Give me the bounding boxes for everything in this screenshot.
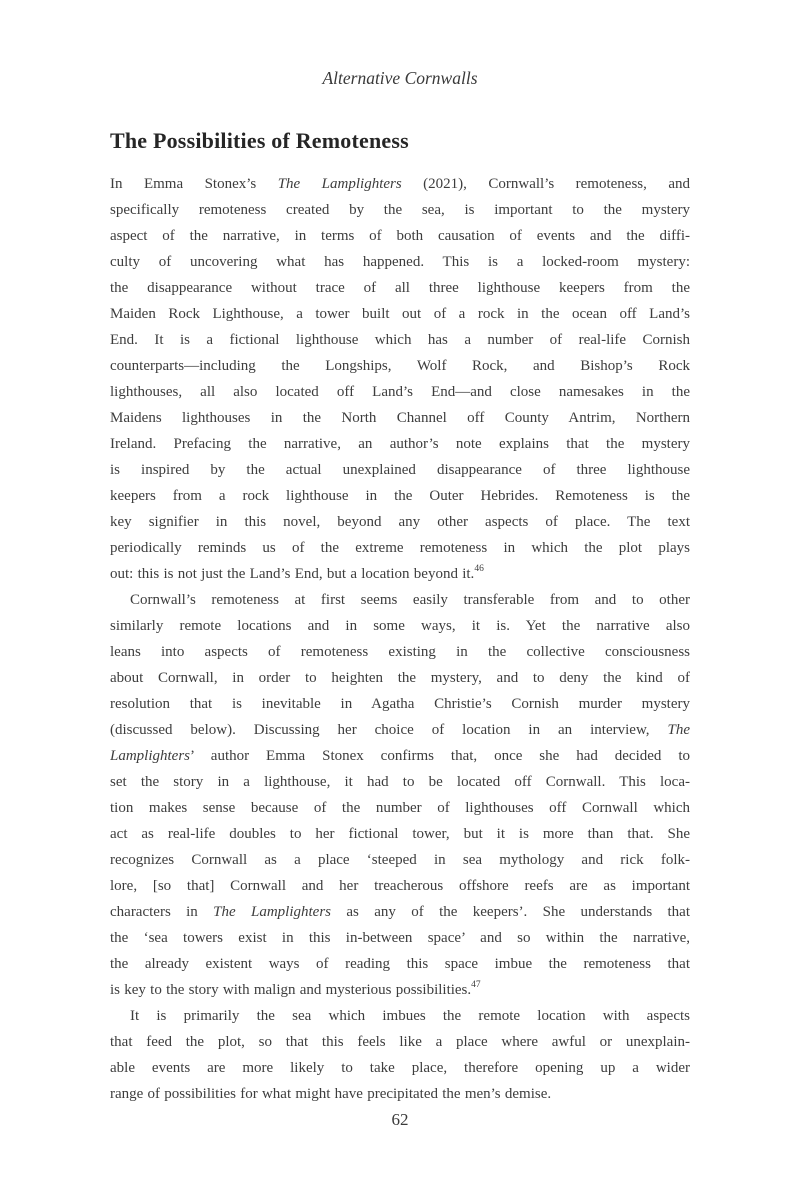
- text-segment: lighthouses, all also located off Land’s End—and close namesakes in the: [110, 384, 690, 400]
- text-segment: ’ author Emma Stonex confirms that, once she had decided to: [190, 748, 690, 764]
- text-segment: aspect of the narrative, in terms of both causation of events and the diffi-: [110, 228, 690, 244]
- paragraph: [110, 1003, 690, 1107]
- text-line: [110, 535, 690, 561]
- text-segment: The Lamplighters: [277, 176, 402, 192]
- text-line: [110, 873, 690, 899]
- text-segment: key signifier in this novel, beyond any other aspects of place. The text: [110, 514, 690, 530]
- text-line: [110, 275, 690, 301]
- text-segment: set the story in a lighthouse, it had to be located off Cornwall. This loca-: [110, 774, 690, 790]
- text-segment: (discussed below). Discussing her choice of location in an interview,: [110, 722, 668, 738]
- text-segment: (2021), Cornwall’s remoteness, and: [401, 176, 690, 192]
- text-line: [110, 561, 690, 587]
- text-segment: The Lamplighters: [213, 904, 332, 920]
- text-line: [110, 1055, 690, 1081]
- text-line: [110, 223, 690, 249]
- text-segment: characters in: [110, 904, 214, 920]
- text-segment: periodically reminds us of the extreme remoteness in which the plot plays: [110, 540, 690, 556]
- text-segment: leans into aspects of remoteness existing in the collective consciousness: [110, 644, 690, 660]
- text-segment: resolution that is inevitable in Agatha Christie’s Cornish murder mystery: [110, 696, 690, 712]
- text-segment: specifically remoteness created by the sea, is important to the mystery: [110, 202, 690, 218]
- paragraph: [110, 171, 690, 587]
- footnote-reference: 46: [474, 564, 484, 574]
- text-line: [110, 899, 690, 925]
- text-segment: culty of uncovering what has happened. This is a locked-room mystery:: [110, 254, 690, 270]
- text-line: [110, 847, 690, 873]
- text-segment: tion makes sense because of the number of lighthouses off Cornwall which: [110, 800, 690, 816]
- text-line: [110, 197, 690, 223]
- body-text: [110, 171, 690, 1107]
- text-segment: lore, [so that] Cornwall and her treacherous offshore reefs are as important: [110, 878, 690, 894]
- running-header: Alternative Cornwalls: [322, 68, 478, 88]
- text-segment: recognizes Cornwall as a place ‘steeped in sea mythology and rick folk-: [110, 852, 690, 868]
- text-line: [110, 1081, 690, 1107]
- text-line: [110, 769, 690, 795]
- text-line: [110, 821, 690, 847]
- text-line: [110, 171, 690, 197]
- text-line: [110, 795, 690, 821]
- text-line: [110, 509, 690, 535]
- text-line: [110, 301, 690, 327]
- text-segment: the disappearance without trace of all three lighthouse keepers from the: [110, 280, 690, 296]
- text-segment: Cornwall’s remoteness at first seems easily transferable from and to other: [130, 592, 690, 608]
- text-segment: Lamplighters: [110, 748, 191, 764]
- text-segment: act as real-life doubles to her fictional tower, but it is more than that. She: [110, 826, 690, 842]
- text-segment: counterparts—including the Longships, Wolf Rock, and Bishop’s Rock: [110, 358, 690, 374]
- text-line: [110, 691, 690, 717]
- text-segment: the already existent ways of reading this space imbue the remoteness that: [110, 956, 690, 972]
- text-segment: Maidens lighthouses in the North Channel off County Antrim, Northern: [110, 410, 690, 426]
- text-segment: that feed the plot, so that this feels like a place where awful or unexplain-: [110, 1034, 690, 1050]
- text-line: [110, 925, 690, 951]
- page-number: 62: [391, 1110, 409, 1129]
- text-line: [110, 249, 690, 275]
- text-segment: as any of the keepers’. She understands that: [331, 904, 690, 920]
- text-segment: able events are more likely to take place, therefore opening up a wider: [110, 1060, 690, 1076]
- text-line: [110, 977, 690, 1003]
- text-segment: keepers from a rock lighthouse in the Outer Hebrides. Remoteness is the: [110, 488, 690, 504]
- text-line: [110, 379, 690, 405]
- text-line: [110, 951, 690, 977]
- text-line: [110, 327, 690, 353]
- text-line: [110, 431, 690, 457]
- text-line: [110, 353, 690, 379]
- text-line: [110, 483, 690, 509]
- text-line: [110, 587, 690, 613]
- text-line: [110, 405, 690, 431]
- text-segment: In Emma Stonex’s: [110, 176, 278, 192]
- text-segment: range of possibilities for what might have precipitated the men’s demise.: [110, 1086, 552, 1102]
- text-segment: End. It is a fictional lighthouse which has a number of real-life Cornish: [110, 332, 690, 348]
- text-line: [110, 457, 690, 483]
- text-line: [110, 1029, 690, 1055]
- text-line: [110, 743, 690, 769]
- text-line: [110, 665, 690, 691]
- text-line: [110, 639, 690, 665]
- paragraph: [110, 587, 690, 1003]
- text-line: [110, 613, 690, 639]
- text-line: [110, 717, 690, 743]
- text-segment: Ireland. Prefacing the narrative, an author’s note explains that the mystery: [110, 436, 690, 452]
- footnote-reference: 47: [471, 980, 481, 990]
- text-segment: Maiden Rock Lighthouse, a tower built out of a rock in the ocean off Land’s: [110, 306, 690, 322]
- text-segment: out: this is not just the Land’s End, but a location beyond it.: [110, 566, 475, 582]
- text-segment: about Cornwall, in order to heighten the mystery, and to deny the kind of: [110, 670, 690, 686]
- text-segment: the ‘sea towers exist in this in-between space’ and so within the narrative,: [110, 930, 690, 946]
- section-heading: The Possibilities of Remoteness: [110, 128, 409, 153]
- text-line: [110, 1003, 690, 1029]
- text-segment: is inspired by the actual unexplained disappearance of three lighthouse: [110, 462, 690, 478]
- text-segment: The: [667, 722, 690, 738]
- text-segment: is key to the story with malign and mysterious possibilities.: [110, 982, 472, 998]
- text-segment: It is primarily the sea which imbues the remote location with aspects: [130, 1008, 690, 1024]
- text-segment: similarly remote locations and in some ways, it is. Yet the narrative also: [110, 618, 690, 634]
